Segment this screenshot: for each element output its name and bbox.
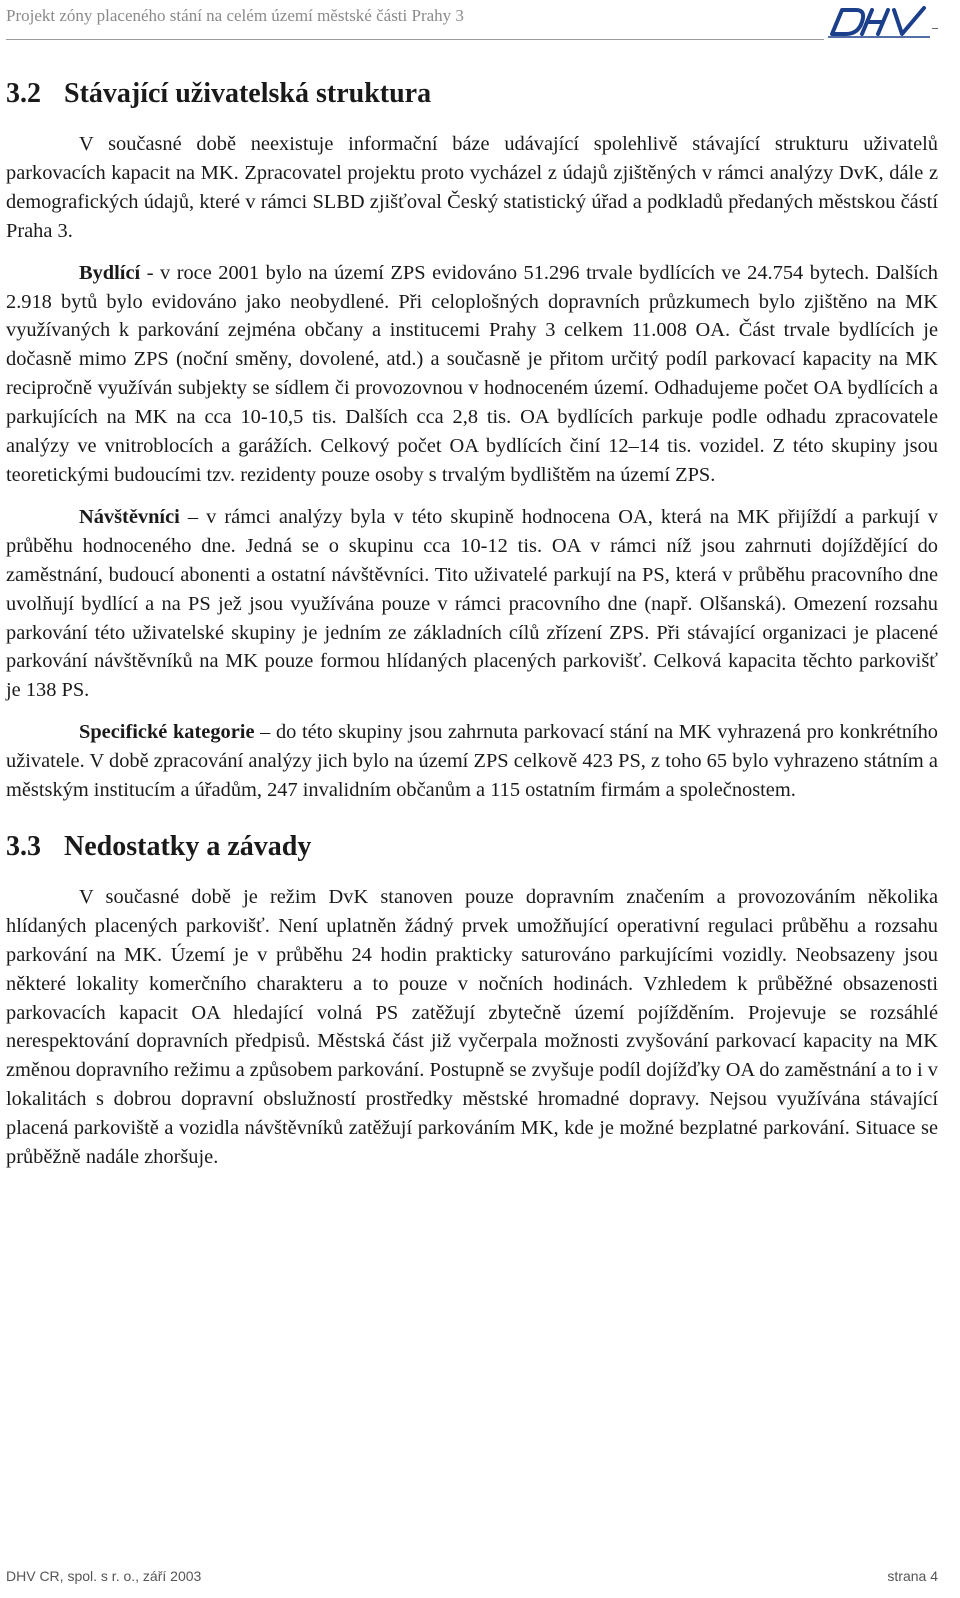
section-number: 3.2 bbox=[6, 78, 41, 109]
paragraph-term: Bydlící bbox=[79, 261, 141, 284]
paragraph-term: Návštěvníci bbox=[79, 505, 180, 528]
section-number: 3.3 bbox=[6, 830, 41, 862]
paragraph-text: V současné době je režim DvK stanoven pouze dopravním značením a provozováním několika hlídaných placených parkovišť. Není uplatněn žádný prvek umožňující operativní regulaci průběhu a rozsahu parkování na MK. Území je v průběhu 24 hodin prakticky saturováno parkujícími vozidly. Neobsazeny jsou některé lokality komerčního charakteru a to pouze v nočních hodinách. Vzhledem k průběžné obsazenosti parkovacích kapacit OA hledající volná PS zatěžují zbytečně území pojížděním. Projevuje se rozsáhlé nerespektování dopravních předpisů. Městská část již vyčerpala možnosti zvyšování parkovací kapacity na MK změnou dopravního režimu a způsobem parkování. Postupně se zvyšuje podíl dojížďky OA do zaměstnání a to i v lokalitách s dobrou dopravní obslužností prostředky městské hromadné dopravy. Nejsou využívána stávající placená parkoviště a vozidla návštěvníků zatěžují parkováním MK, kde je možné bezplatné parkování. Situace se průběžně nadále zhoršuje. bbox=[6, 885, 938, 1169]
paragraph-text: V současné době neexistuje informační báze udávající spolehlivě stávající strukturu uživatelů parkovacích kapacit na MK. Zpracovatel projektu proto vycházel z údajů zjištěných v rámci analýzy DvK, dále z demografických údajů, které v rámci SLBD zjišťoval Český statistický úřad a podkladů předaných městskou částí Praha 3. bbox=[6, 133, 938, 242]
paragraph-term: Specifické kategorie bbox=[79, 721, 255, 744]
paragraph-deficiencies bbox=[6, 883, 938, 1172]
paragraph-text: – do této skupiny jsou zahrnuta parkovací stání na MK vyhrazená pro konkrétního uživatele. V době zpracování analýzy jich bylo na území ZPS celkově 423 PS, z toho 65 bylo vyhrazeno státním a městským institucím a úřadům, 247 invalidním občanům a 115 ostatním firmám a společnostem. bbox=[6, 721, 938, 802]
paragraph-text: – v rámci analýzy byla v této skupině hodnocena OA, která na MK přijíždí a parkují v průběhu hodnoceného dne. Jedná se o skupinu cca 10-12 tis. OA v rámci níž jsou zahrnuti dojíždějící do zaměstnání, budoucí abonenti a ostatní návštěvníci. Tito uživatelé parkují na PS, která v průběhu pracovního dne uvolňují bydlící a na PS jež jsou využívána pouze v rámci pracovního dne (např. Olšanská). Omezení rozsahu parkování této uživatelské skupiny je jedním ze základních cílů zřízení ZPS. Při stávající organizaci je placené parkování návštěvníků na MK pouze formou hlídaných placených parkovišť. Celková kapacita těchto parkovišť je 138 PS. bbox=[6, 505, 938, 702]
paragraph-text: - v roce 2001 bylo na území ZPS evidováno 51.296 trvale bydlících ve 24.754 bytech. Dalších 2.918 bytů bylo evidováno jako neobydlené. Při celoplošných dopravních průzkumech bylo zjištěno na MK využívaných k parkování zejména občany a institucemi Prahy 3 celkem 11.008 OA. Část trvale bydlících je dočasně mimo ZPS (noční směny, dovolené, atd.) a současně je přitom určitý podíl parkovací kapacity na MK recipročně využíván subjekty se sídlem či provozovnou v hodnoceném území. Odhadujeme počet OA bydlících a parkujících na MK na cca 10-10,5 tis. Dalších cca 2,8 tis. OA bydlících parkuje podle odhadu zpracovatele analýzy ve vnitroblocích a garážích. Celkový počet OA bydlících činí 12–14 tis. vozidel. Z této skupiny jsou teoretickými budoucími tzv. rezidenty pouze osoby s trvalým bydlištěm na území ZPS. bbox=[6, 261, 938, 486]
page-footer bbox=[6, 1568, 938, 1592]
document-body bbox=[6, 70, 938, 1172]
section-heading bbox=[6, 823, 938, 871]
section-heading bbox=[6, 70, 938, 118]
paragraph-specific bbox=[6, 718, 938, 805]
footer-company: DHV CR, spol. s r. o., září 2003 bbox=[6, 1568, 202, 1584]
dhv-logo bbox=[826, 4, 934, 38]
document-title: Projekt zóny placeného stání na celém území městské části Prahy 3 bbox=[6, 6, 464, 25]
header-rule bbox=[6, 39, 824, 40]
section-title: Stávající uživatelská struktura bbox=[64, 78, 432, 109]
paragraph-residents bbox=[6, 259, 938, 490]
header-dash bbox=[932, 28, 938, 29]
section-title: Nedostatky a závady bbox=[64, 830, 312, 862]
page-number: strana 4 bbox=[887, 1568, 938, 1584]
paragraph-visitors bbox=[6, 503, 938, 705]
paragraph-intro bbox=[6, 130, 938, 246]
page-header bbox=[6, 4, 938, 40]
